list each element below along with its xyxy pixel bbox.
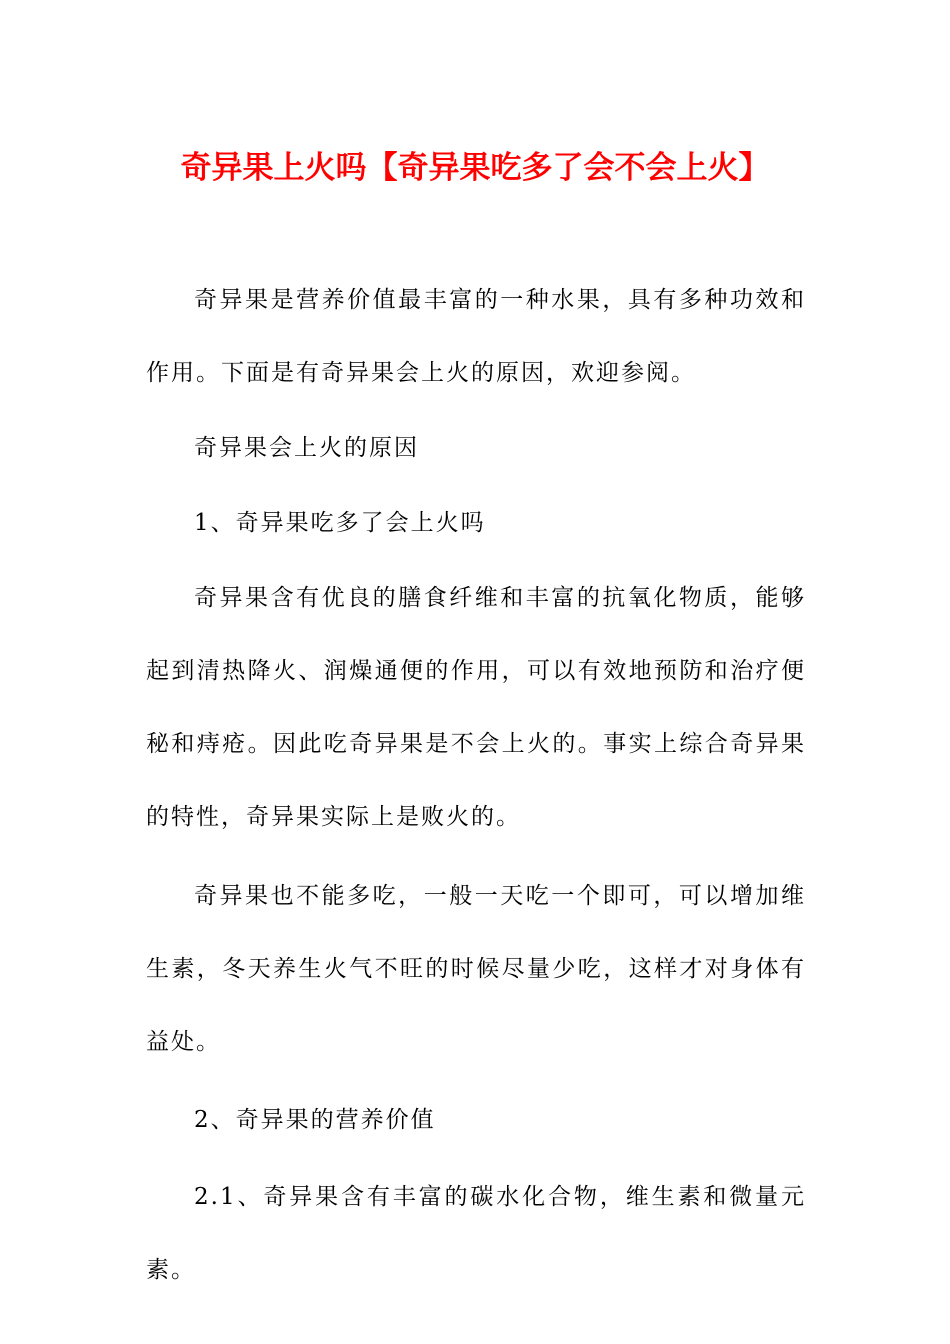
section-heading-reasons: 奇异果会上火的原因 xyxy=(194,435,419,461)
body-paragraph-fiber: 奇异果含有优良的膳食纤维和丰富的抗氧化物质，能够起到清热降火、润燥通便的作用，可以有效地预防和治疗便秘和痔疮。因此吃奇异果是不会上火的。事实上综合奇异果的特性，奇异果实际上是败火的。 xyxy=(146,585,806,830)
subheading-eat-more: 1、奇异果吃多了会上火吗 xyxy=(194,510,486,536)
body-paragraph-nutrients: 2.1、奇异果含有丰富的碳水化合物，维生素和微量元素。 xyxy=(146,1184,806,1283)
subheading-nutrition: 2、奇异果的营养价值 xyxy=(194,1107,436,1133)
body-paragraph-moderation: 奇异果也不能多吃，一般一天吃一个即可，可以增加维生素，冬天养生火气不旺的时候尽量少吃，这样才对身体有益处。 xyxy=(146,883,806,1055)
intro-paragraph: 奇异果是营养价值最丰富的一种水果，具有多种功效和作用。下面是有奇异果会上火的原因，欢迎参阅。 xyxy=(146,287,806,386)
document-title: 奇异果上火吗【奇异果吃多了会不会上火】 xyxy=(180,150,770,186)
